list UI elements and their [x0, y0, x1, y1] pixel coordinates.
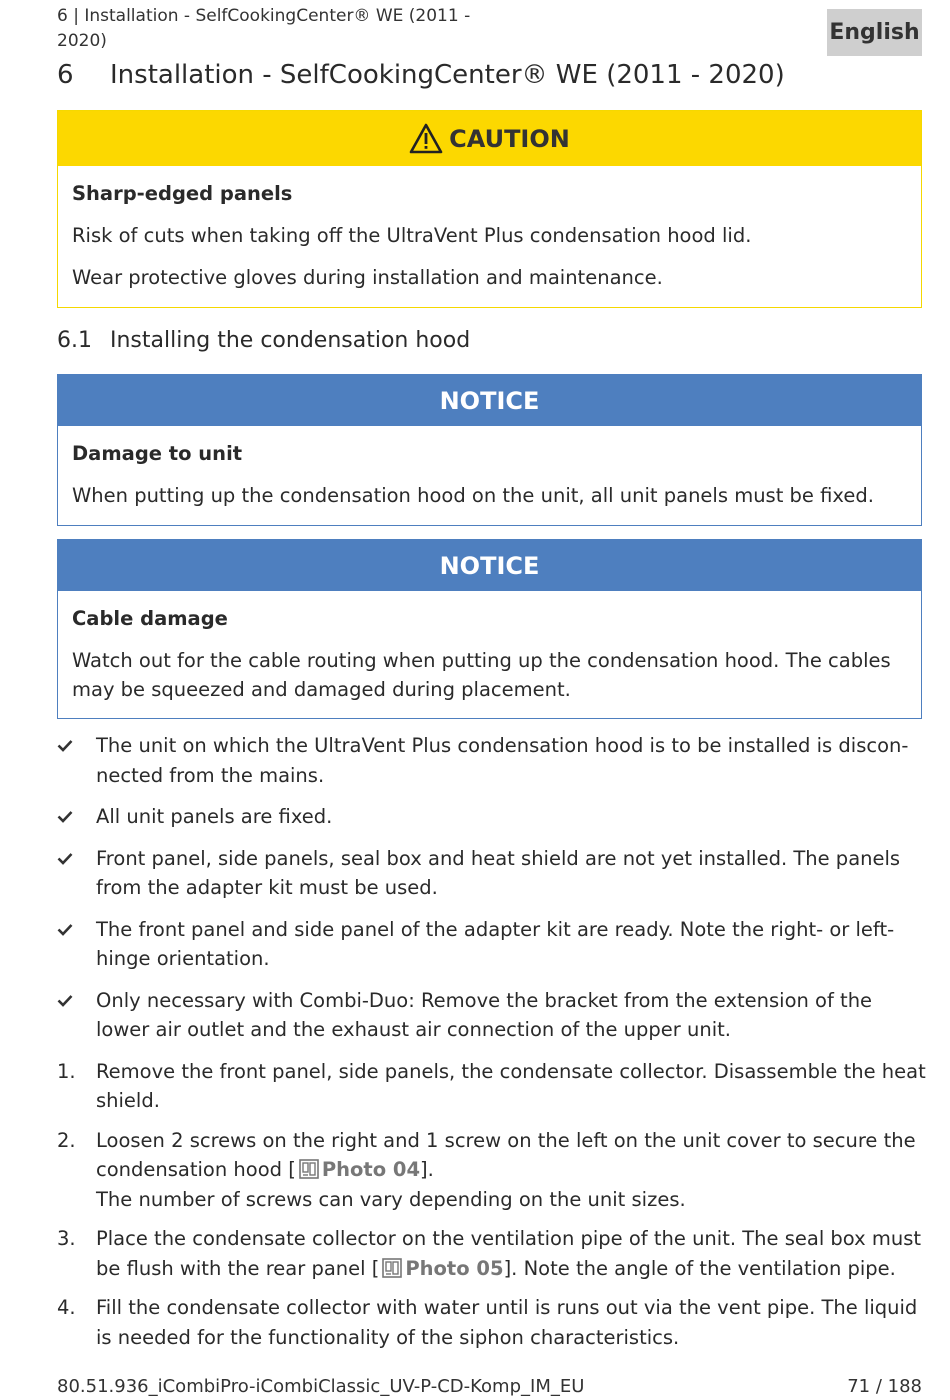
- prerequisite-item: [57, 915, 927, 974]
- prerequisite-item: [57, 844, 927, 903]
- step-text: Loosen 2 screws on the right and 1 screw on the left on the unit cover to secure the condensation hood [: [96, 1128, 916, 1181]
- caution-line: Risk of cuts when taking off the UltraVent Plus condensation hood lid.: [72, 224, 752, 247]
- step-text: Remove the front panel, side panels, the condensate collector. Disassemble the heat shield.: [96, 1059, 926, 1112]
- notice-box-unit-damage: [57, 374, 922, 526]
- subsection-heading: [57, 328, 470, 353]
- notice-header: NOTICE: [58, 375, 921, 426]
- photo-link[interactable]: Photo 04: [321, 1158, 421, 1181]
- caution-box: [57, 110, 922, 308]
- caution-line: Wear protective gloves during installation and maintenance.: [72, 266, 663, 289]
- step-item: [57, 1057, 927, 1116]
- photo-icon: [298, 1158, 320, 1180]
- prerequisite-item: [57, 802, 927, 832]
- step-text: Place the condensate collector on the ventilation pipe of the unit. The seal box must be flush with the rear panel [: [96, 1227, 922, 1280]
- notice-text: Watch out for the cable routing when putting up the condensation hood. The cables may be squeezed and damaged during placement.: [72, 649, 891, 701]
- step-text: ]. Note the angle of the ventilation pipe.: [503, 1256, 896, 1280]
- notice-text: When putting up the condensation hood on the unit, all unit panels must be fixed.: [72, 484, 874, 507]
- step-text: ].: [420, 1158, 434, 1181]
- section-title: Installation - SelfCookingCenter® WE (2011 - 2020): [110, 60, 785, 90]
- section-number: 6: [57, 60, 74, 90]
- notice-title: Cable damage: [72, 607, 228, 630]
- prerequisite-text: Front panel, side panels, seal box and heat shield are not yet installed. The panels from the adapter kit must be used.: [96, 846, 901, 899]
- step-number: 2.: [57, 1128, 76, 1152]
- notice-title: Damage to unit: [72, 442, 243, 465]
- notice-box-cable-damage: [57, 539, 922, 719]
- subsection-title: Installing the condensation hood: [110, 328, 471, 353]
- step-item: [57, 1126, 927, 1215]
- step-note: The number of screws can vary depending on the unit sizes.: [96, 1187, 686, 1211]
- prerequisite-text: Only necessary with Combi-Duo: Remove the bracket from the extension of the lower air outlet and the exhaust air connection of the upper unit.: [96, 988, 873, 1041]
- checkmark-icon: [57, 739, 73, 752]
- warning-triangle-icon: [409, 123, 443, 154]
- prerequisite-text: All unit panels are fixed.: [96, 805, 333, 828]
- notice-header: NOTICE: [58, 540, 921, 591]
- prerequisite-item: [57, 986, 927, 1045]
- step-text: Fill the condensate collector with water until is runs out via the vent pipe. The liquid is needed for the functionality of the siphon characteristics.: [96, 1296, 918, 1349]
- checkmark-icon: [57, 923, 73, 936]
- step-item: [57, 1293, 927, 1352]
- instruction-list: [57, 731, 927, 1362]
- subsection-number: 6.1: [57, 328, 92, 353]
- photo-link[interactable]: Photo 05: [405, 1256, 504, 1280]
- photo-icon: [381, 1257, 403, 1279]
- language-badge: English: [827, 9, 922, 56]
- step-number: 4.: [57, 1296, 76, 1319]
- checkmark-icon: [57, 994, 73, 1007]
- step-number: 1.: [57, 1059, 76, 1083]
- caution-header: [58, 111, 921, 166]
- step-item: [57, 1224, 927, 1283]
- prerequisite-text: The unit on which the UltraVent Plus condensation hood is to be installed is discon-nected from the mains.: [96, 734, 909, 787]
- checkmark-icon: [57, 852, 73, 865]
- section-heading: [57, 60, 785, 90]
- prerequisite-text: The front panel and side panel of the adapter kit are ready. Note the right- or left-hinge orientation.: [96, 917, 895, 970]
- footer-page-number: 71 / 188: [847, 1376, 922, 1397]
- caution-label: CAUTION: [449, 124, 570, 153]
- caution-title: Sharp-edged panels: [72, 182, 293, 205]
- footer-document-id: 80.51.936_iCombiPro-iCombiClassic_UV-P-CD-Komp_IM_EU: [57, 1376, 585, 1397]
- checkmark-icon: [57, 810, 73, 823]
- running-header: 6 | Installation - SelfCookingCenter® WE (2011 - 2020): [57, 6, 471, 51]
- step-number: 3.: [57, 1227, 76, 1250]
- prerequisite-item: [57, 731, 927, 790]
